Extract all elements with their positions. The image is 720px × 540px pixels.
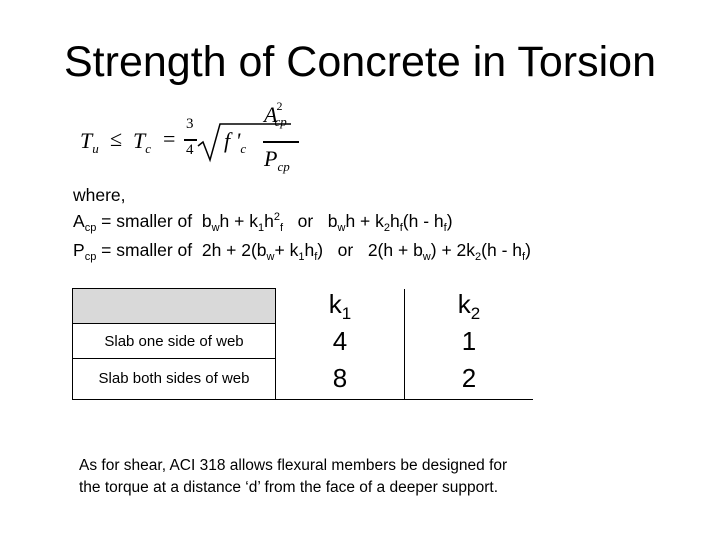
shear-note <box>79 455 507 499</box>
formula-tu: $T_u$ <box>80 128 99 156</box>
formula-denominator: $P_{cp}$ <box>264 146 290 174</box>
where-label: where, <box>73 185 126 205</box>
formula-le: ≤ <box>110 126 123 151</box>
k2-header: $k_2$ <box>457 288 481 323</box>
formula-coef-num: 3 <box>186 116 194 132</box>
formula-tc: $T_c$ <box>133 128 152 156</box>
torsion-formula <box>78 96 318 184</box>
definitions-block <box>73 184 531 268</box>
k2-value: 1 <box>461 325 477 356</box>
k1-value: 8 <box>276 359 405 400</box>
acp-definition: $A_{cp}$ = smaller of $b_wh + k_1h^2_f$ or $b_wh + k_2h_f(h - h_f)$ <box>73 211 453 234</box>
main-fraction-bar <box>263 141 299 143</box>
table-row <box>73 359 534 400</box>
k2-value: 2 <box>405 359 534 400</box>
k1-header: $k_1$ <box>276 289 405 324</box>
formula-numerator: $A^2cp$ <box>264 99 287 129</box>
table-header-row <box>73 289 534 324</box>
table-row <box>73 324 534 359</box>
row-label: Slab one side of web <box>73 324 276 359</box>
note-line-1: As for shear, ACI 318 allows flexural members be designed for <box>79 457 508 474</box>
formula-coef-den: 4 <box>186 142 194 158</box>
formula-equals: = <box>163 126 176 151</box>
note-line-2: the torque at a distance ‘d’ from the face of a deeper support. <box>79 479 499 496</box>
k1-value: 4 <box>276 324 405 359</box>
slide-title: Strength of Concrete in Torsion <box>64 38 656 86</box>
header-blank-cell <box>73 289 276 324</box>
formula-fc: f '$_c$ <box>224 128 247 156</box>
k-factor-table <box>72 288 533 400</box>
row-label: Slab both sides of web <box>73 359 276 400</box>
pcp-definition: $P_{cp}$ = smaller of $2h + 2(b_w+ k_1h_f)$ or $2(h + b_w) + 2k_2(h - h_f)$ <box>73 240 531 263</box>
